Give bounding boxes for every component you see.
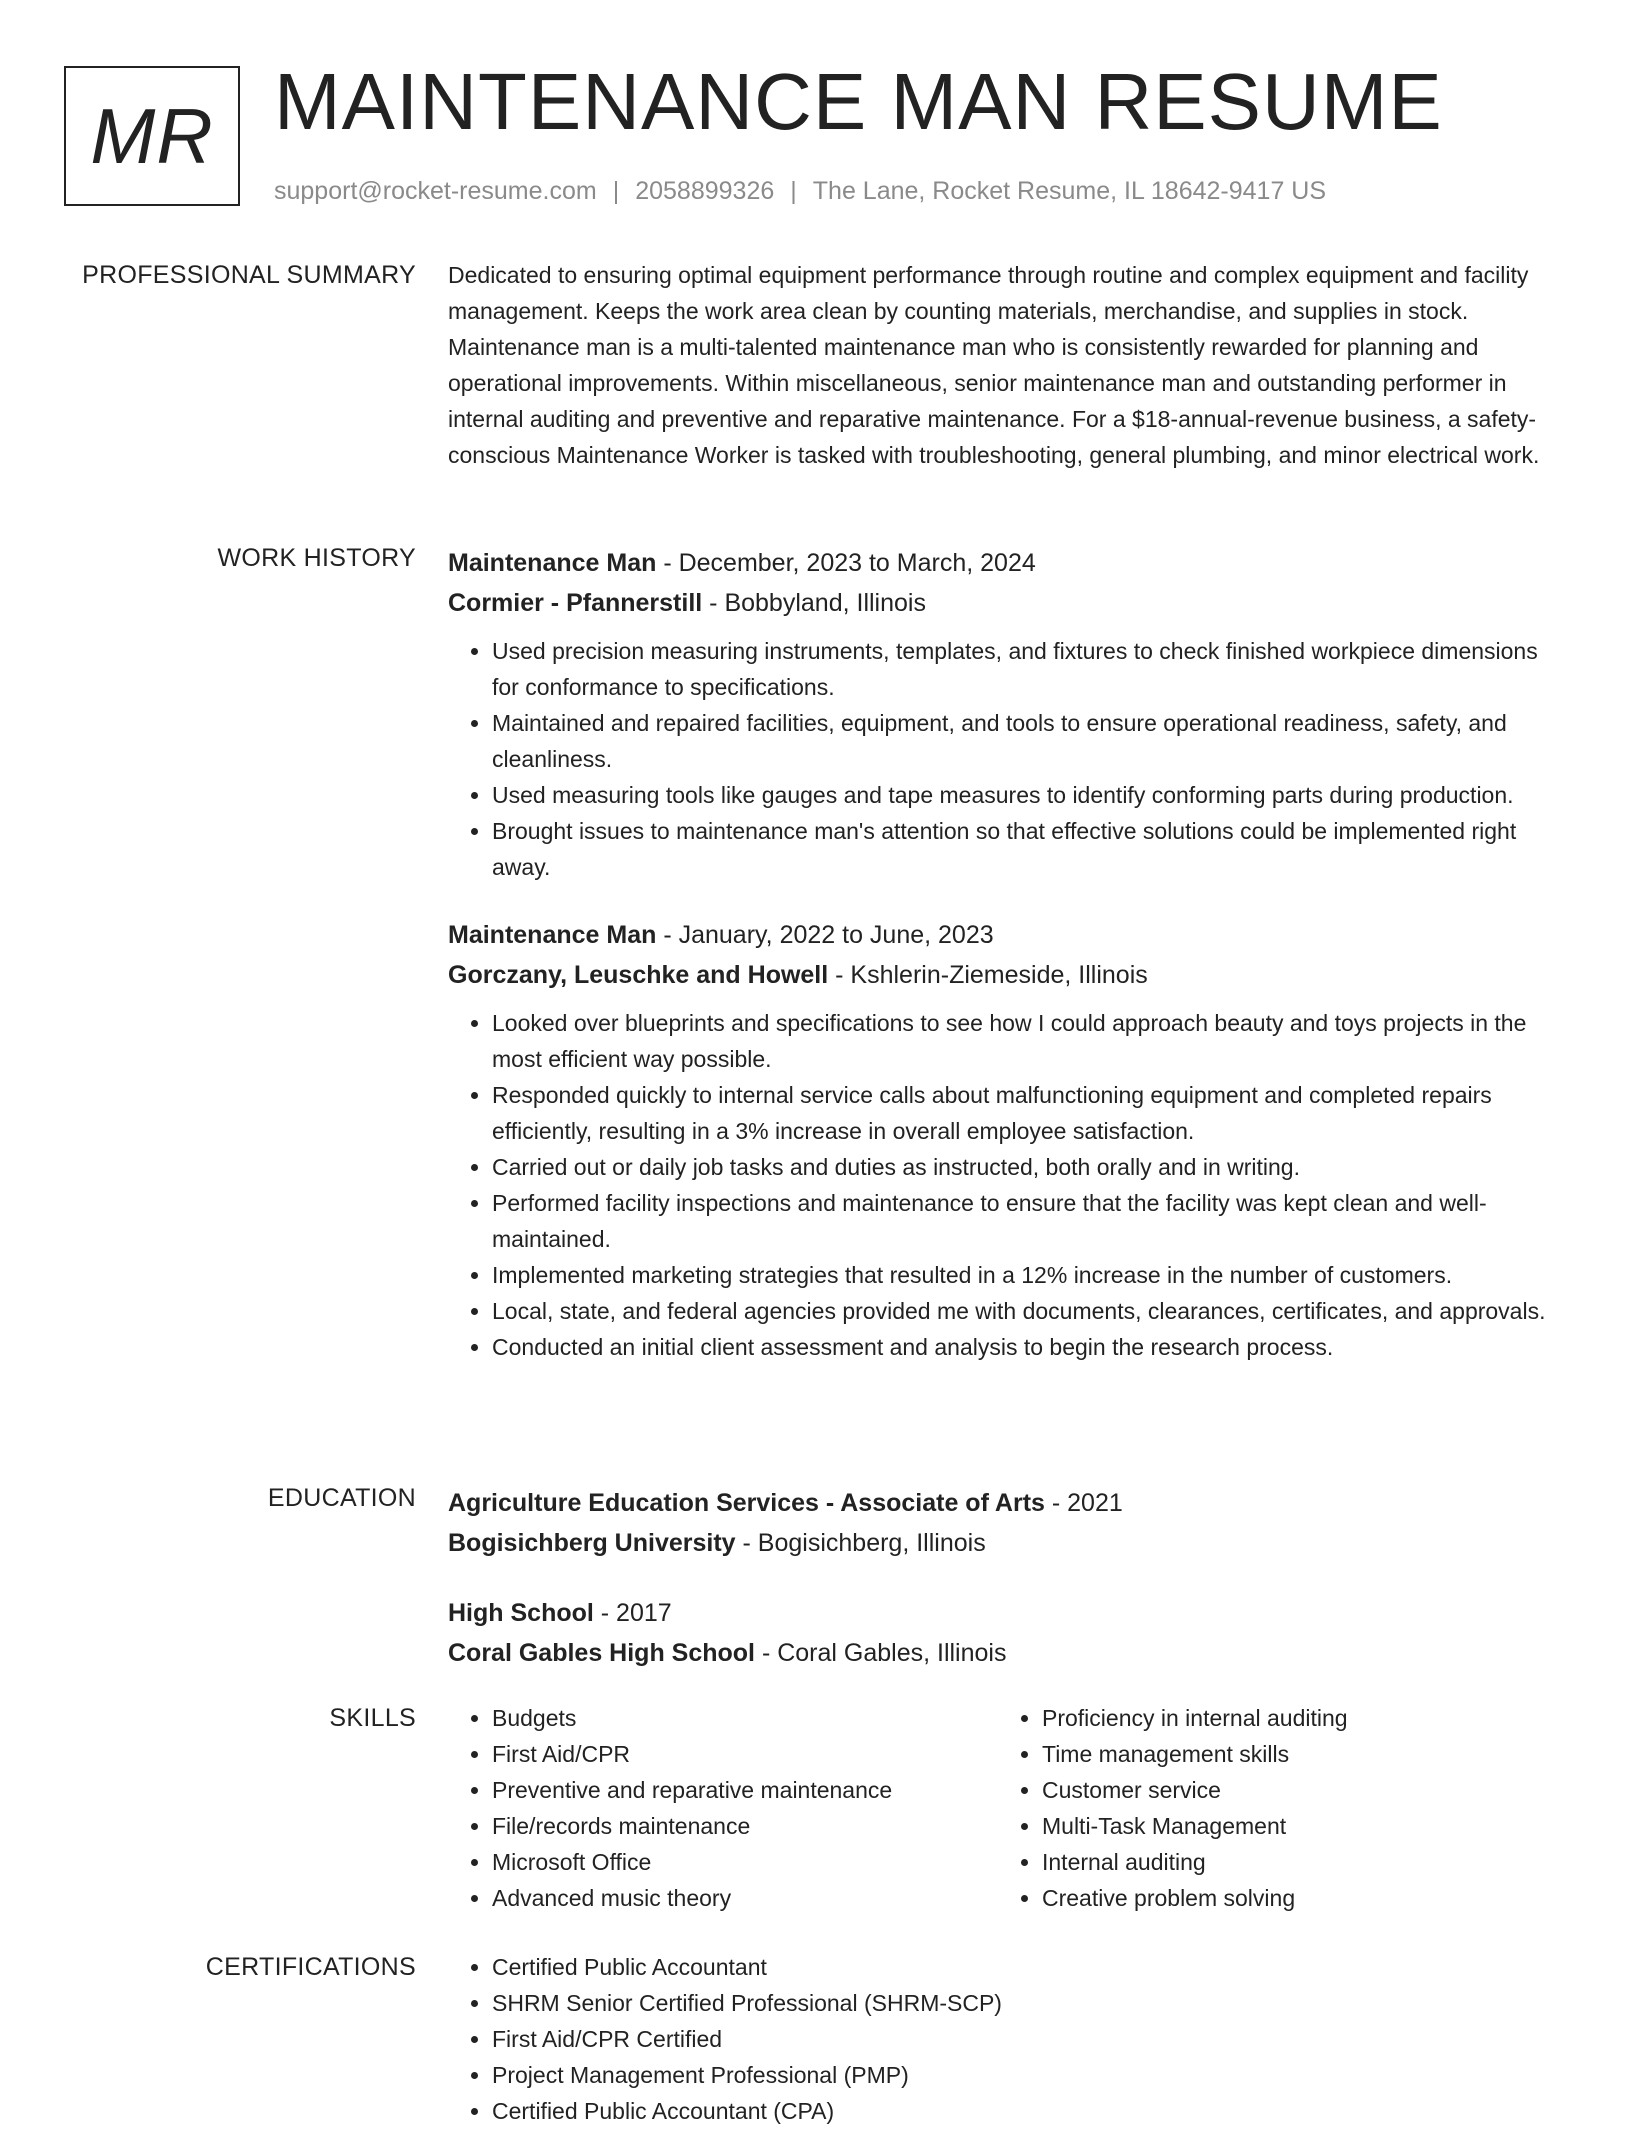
skills-label: SKILLS (329, 1704, 416, 1732)
job-entry (448, 543, 1558, 885)
school-location: - Bogisichberg, Illinois (735, 1529, 986, 1557)
contact-phone[interactable]: 2058899326 (635, 177, 775, 205)
job-bullet: • Used precision measuring instruments, templates, and fixtures to check finished workpiece dimensions for conformance to specifications. (492, 633, 1558, 705)
certification-item: • SHRM Senior Certified Professional (SHRM-SCP) (492, 1985, 1558, 2021)
job-bullet: • Looked over blueprints and specifications to see how I could approach beauty and toys projects in the most efficient way possible. (492, 1005, 1558, 1077)
certification-item: • First Aid/CPR Certified (492, 2021, 1558, 2057)
job-bullet: • Maintained and repaired facilities, equipment, and tools to ensure operational readiness, safety, and cleanliness. (492, 705, 1558, 777)
job-title-line (448, 915, 1558, 955)
certification-item: • Project Management Professional (PMP) (492, 2057, 1558, 2093)
skill-item: • Microsoft Office (492, 1844, 998, 1880)
degree-name: High School (448, 1599, 594, 1627)
job-title: Maintenance Man (448, 549, 657, 577)
certifications-label: CERTIFICATIONS (205, 1953, 416, 1981)
monogram-initials: MR (90, 91, 214, 180)
certification-item: • Certified Public Accountant (CPA) (492, 2093, 1558, 2129)
contact-separator: | (790, 177, 797, 205)
certification-item: • Certified Public Accountant (492, 1949, 1558, 1985)
skill-item: • First Aid/CPR (492, 1736, 998, 1772)
job-bullets (448, 633, 1558, 885)
skill-item: • Multi-Task Management (1042, 1808, 1548, 1844)
job-location: - Bobbyland, Illinois (702, 589, 926, 617)
job-bullet: • Implemented marketing strategies that resulted in a 12% increase in the number of customers. (492, 1257, 1558, 1293)
skill-item: • File/records maintenance (492, 1808, 998, 1844)
job-company-line (448, 955, 1558, 995)
school-line (448, 1633, 1558, 1673)
contact-address: The Lane, Rocket Resume, IL 18642-9417 US (812, 177, 1327, 205)
degree-year: - 2021 (1044, 1489, 1123, 1517)
degree-line (448, 1483, 1558, 1523)
certifications-list (448, 1949, 1558, 2129)
skill-item: • Advanced music theory (492, 1880, 998, 1916)
job-bullet: • Performed facility inspections and maintenance to ensure that the facility was kept clean and well-maintained. (492, 1185, 1558, 1257)
job-location: - Kshlerin-Ziemeside, Illinois (828, 961, 1148, 989)
education-entry (448, 1483, 1558, 1563)
summary-label: PROFESSIONAL SUMMARY (82, 261, 416, 289)
summary-text: Dedicated to ensuring optimal equipment performance through routine and complex equipment and facility management. Keeps the work area clean by counting materials, merchandise, and supplies in stock. Maintenance man is a multi-talented maintenance man who is consistently rewarded for planning and operational improvements. Within miscellaneous, senior maintenance man and outstanding performer in internal auditing and preventive and reparative maintenance. For a $18-annual-revenue business, a safety-conscious Maintenance Worker is tasked with troubleshooting, general plumbing, and minor electrical work. (448, 262, 1540, 468)
resume-title: MAINTENANCE MAN RESUME (274, 57, 1443, 146)
job-dates: - December, 2023 to March, 2024 (656, 549, 1036, 577)
skill-item: • Time management skills (1042, 1736, 1548, 1772)
skill-item: • Creative problem solving (1042, 1880, 1548, 1916)
degree-name: Agriculture Education Services - Associate of Arts (448, 1489, 1045, 1517)
contact-line (274, 176, 1326, 206)
job-dates: - January, 2022 to June, 2023 (656, 921, 994, 949)
education-label: EDUCATION (267, 1484, 416, 1512)
job-bullet: • Responded quickly to internal service calls about malfunctioning equipment and completed repairs efficiently, resulting in a 3% increase in overall employee satisfaction. (492, 1077, 1558, 1149)
job-bullet: • Carried out or daily job tasks and duties as instructed, both orally and in writing. (492, 1149, 1558, 1185)
job-title-line (448, 543, 1558, 583)
degree-year: - 2017 (593, 1599, 672, 1627)
school-name: Bogisichberg University (448, 1529, 736, 1557)
skill-item: • Internal auditing (1042, 1844, 1548, 1880)
job-company-line (448, 583, 1558, 623)
job-bullet: • Used measuring tools like gauges and tape measures to identify conforming parts during production. (492, 777, 1558, 813)
skills-columns (448, 1700, 1558, 1916)
skills-column-right (998, 1700, 1548, 1916)
skill-item: • Budgets (492, 1700, 998, 1736)
degree-line (448, 1593, 1558, 1633)
skill-item: • Proficiency in internal auditing (1042, 1700, 1548, 1736)
job-bullet: • Local, state, and federal agencies provided me with documents, clearances, certificates, and approvals. (492, 1293, 1558, 1329)
job-bullet: • Conducted an initial client assessment and analysis to begin the research process. (492, 1329, 1558, 1365)
education-entry (448, 1593, 1558, 1673)
school-name: Coral Gables High School (448, 1639, 755, 1667)
skill-item: • Preventive and reparative maintenance (492, 1772, 998, 1808)
job-entry (448, 915, 1558, 1365)
skill-item: • Customer service (1042, 1772, 1548, 1808)
job-company: Cormier - Pfannerstill (448, 589, 703, 617)
job-company: Gorczany, Leuschke and Howell (448, 961, 829, 989)
school-location: - Coral Gables, Illinois (755, 1639, 1007, 1667)
work-history-label: WORK HISTORY (217, 544, 416, 572)
job-bullet: • Brought issues to maintenance man's attention so that effective solutions could be implemented right away. (492, 813, 1558, 885)
skills-column-left (448, 1700, 998, 1916)
monogram-box (64, 66, 240, 206)
contact-separator: | (612, 177, 620, 205)
job-title: Maintenance Man (448, 921, 657, 949)
school-line (448, 1523, 1558, 1563)
job-bullets (448, 1005, 1558, 1365)
contact-email[interactable]: support@rocket-resume.com (274, 177, 597, 205)
